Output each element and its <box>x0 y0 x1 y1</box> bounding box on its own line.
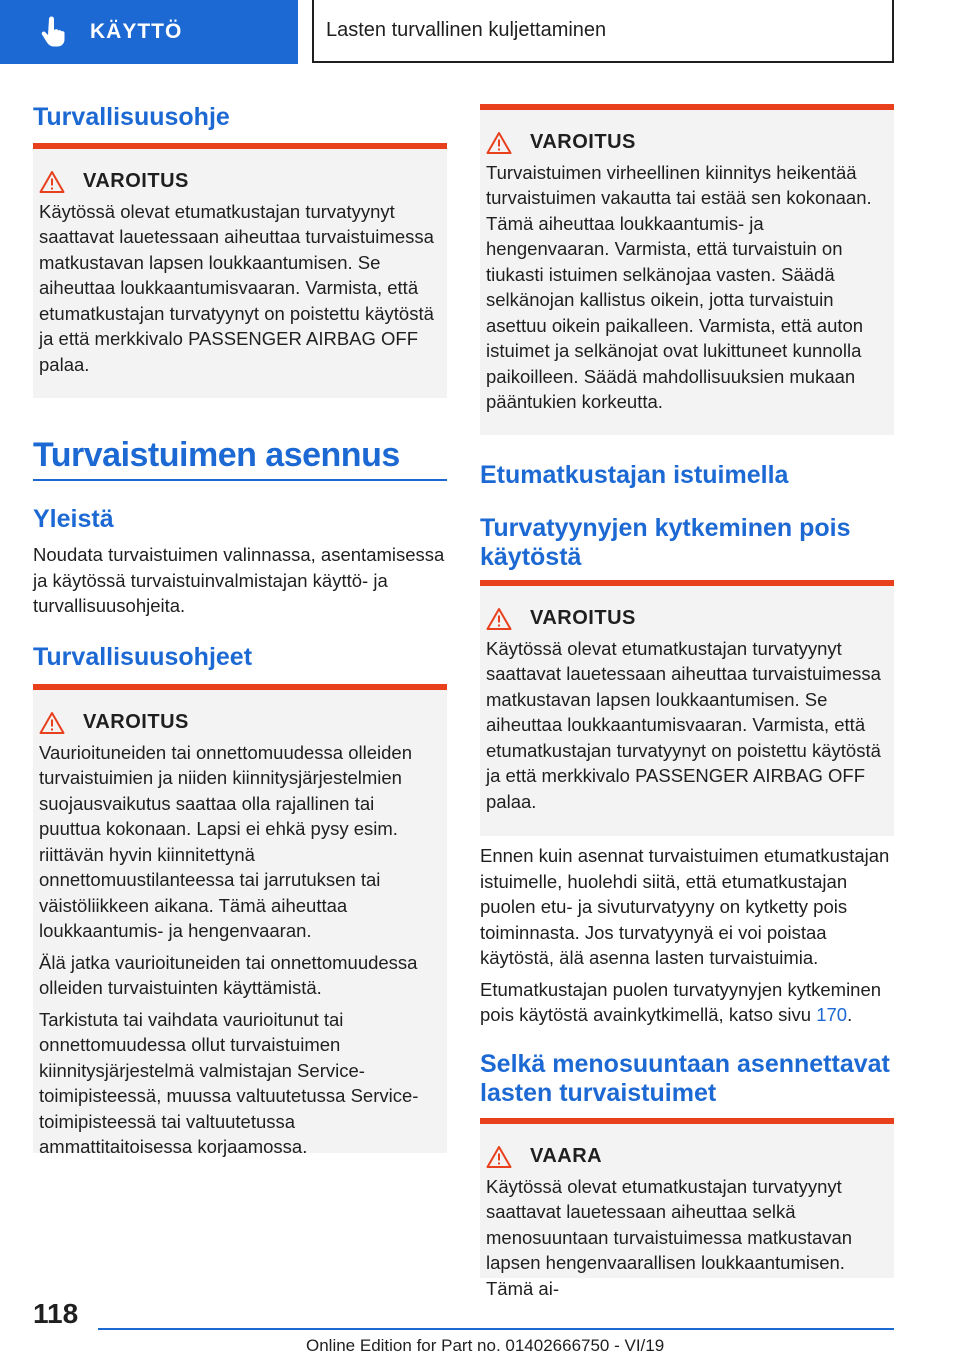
heading-safety-notes: Turvallisuusohjeet <box>33 643 253 671</box>
warning-title: VAROITUS <box>83 711 189 733</box>
warning-box-2 <box>33 684 447 1157</box>
heading-general: Yleistä <box>33 505 114 533</box>
danger-text: Käytössä olevat etumatkustajan turvatyynyt saattavat lauetessaan aiheuttaa selkä menosuuntaan turvaistuimessa matkustavan lapsen hengenvaarallisen loukkaantumisen. Tämä ai- <box>486 1175 853 1299</box>
warning-triangle-icon <box>486 607 512 631</box>
warning-triangle-icon <box>39 170 65 194</box>
warning-box-1 <box>33 143 447 398</box>
warning-box-4 <box>480 580 894 836</box>
paragraph-key-switch <box>480 977 894 1028</box>
general-text: Noudata turvaistuimen valinnassa, asentamisessa ja käytössä turvaistuinvalmistajan käyttö- ja turvallisuusohjeita. <box>33 544 445 616</box>
edition-text: Online Edition for Part no. 01402666750 - VI/19 <box>306 1336 665 1355</box>
heading-safety-note: Turvallisuusohje <box>33 103 230 131</box>
warning-triangle-icon <box>39 711 65 735</box>
warning-text: Turvaistuimen virheellinen kiinnitys heikentää turvaistuimen vakautta tai estää sen kokonaan. Tämä aiheuttaa loukkaantumis- ja hengenvaaran. Varmista, että turvaistuin on tiukasti istuimen selkänojaa vasten. Säädä selkänojan kallistus oikein, jotta turvaistuin asettuu oikein paikalleen. Varmista, että auton istuimet ja selkänojat ovat lukittuneet kunnolla paikoilleen. Säädä mahdollisuuksien mukaan pääntukien korkeutta. <box>486 161 872 412</box>
warning-text: Käytössä olevat etumatkustajan turvatyynyt saattavat lauetessaan aiheuttaa turvaistuimessa matkustavan lapsen loukkaantumisen. Se aiheuttaa loukkaantumisvaaran. Varmista, että etumatkustajan turvatyynyt on poistettu käytöstä ja että merkkivalo PASSENGER AIRBAG OFF palaa. <box>486 637 881 812</box>
warning-triangle-icon <box>486 1145 512 1169</box>
heading-underline <box>33 479 447 481</box>
danger-box <box>480 1118 894 1299</box>
warning-text-p1: Vaurioituneiden tai onnettomuudessa olleiden turvaistuimien ja niiden kiinnitysjärjestelmien suojausvaikutus saattaa olla rajallinen tai puuttua kokonaan. Lapsi ei ehkä pysy esim. riittävän hyvin kiinnitettynä onnettomuustilanteessa tai jarrutuksen tai väistöliikkeen aikana. Tämä aiheuttaa loukkaantumis- ja hengenvaaran. <box>39 741 413 941</box>
heading-installation: Turvaistuimen asennus <box>33 436 400 474</box>
chapter-title-text: Lasten turvallinen kuljettaminen <box>326 19 607 41</box>
warning-title: VAROITUS <box>530 131 636 153</box>
heading-rear-facing: Selkä menosuuntaan asennettavat lasten turvaistuimet <box>480 1050 890 1107</box>
heading-front-seat: Etumatkustajan istuimella <box>480 461 789 489</box>
paragraph-key-switch-text: Etumatkustajan puolen turvatyynyjen kytkeminen pois käytöstä avainkytkimellä, katso sivu <box>480 978 882 1025</box>
chapter-title <box>312 0 894 63</box>
paragraph-end: . <box>847 1004 853 1025</box>
body-paragraphs <box>480 843 894 1034</box>
warning-box-3 <box>480 104 894 435</box>
footer-rule <box>98 1328 894 1330</box>
hand-pointer-icon <box>40 17 66 47</box>
section-tab[interactable] <box>0 0 298 64</box>
heading-airbag-off: Turvatyynyjen kytkeminen pois käytöstä <box>480 514 851 571</box>
warning-text: Käytössä olevat etumatkustajan turvatyynyt saattavat lauetessaan aiheuttaa turvaistuimessa matkustavan lapsen loukkaantumisen. Se aiheuttaa loukkaantumisvaaran. Varmista, että etumatkustajan turvatyynyt on poistettu käytöstä ja että merkkivalo PASSENGER AIRBAG OFF palaa. <box>39 200 434 375</box>
danger-title: VAARA <box>530 1145 603 1167</box>
general-paragraph <box>33 542 447 625</box>
page-reference-link[interactable]: 170 <box>816 1004 848 1025</box>
warning-triangle-icon <box>486 131 512 155</box>
page-number: 118 <box>33 1298 79 1329</box>
warning-title: VAROITUS <box>530 607 636 629</box>
warning-text-p2: Älä jatka vaurioituneiden tai onnettomuudessa olleiden turvaistuinten käyttämistä. <box>39 951 418 998</box>
warning-title: VAROITUS <box>83 170 189 192</box>
paragraph-before-install: Ennen kuin asennat turvaistuimen etumatkustajan istuimelle, huolehdi siitä, että etumatkustajan puolen etu- ja sivuturvatyyny on kytketty pois toiminnasta. Jos turvatyynyä ei voi poistaa käytöstä, älä asenna lasten turvaistuimia. <box>480 845 890 968</box>
warning-text-p3: Tarkistuta tai vaihdata vaurioitunut tai onnettomuudessa ollut turvaistuimen kiinnitysjärjestelmä valmistajan Service-toimipisteessä, muussa valtuutetussa Service-toimipisteessä tai valtuutetussa ammattitaitoisessa korjaamossa. <box>39 1008 419 1157</box>
section-tab-label: KÄYTTÖ <box>90 20 183 43</box>
